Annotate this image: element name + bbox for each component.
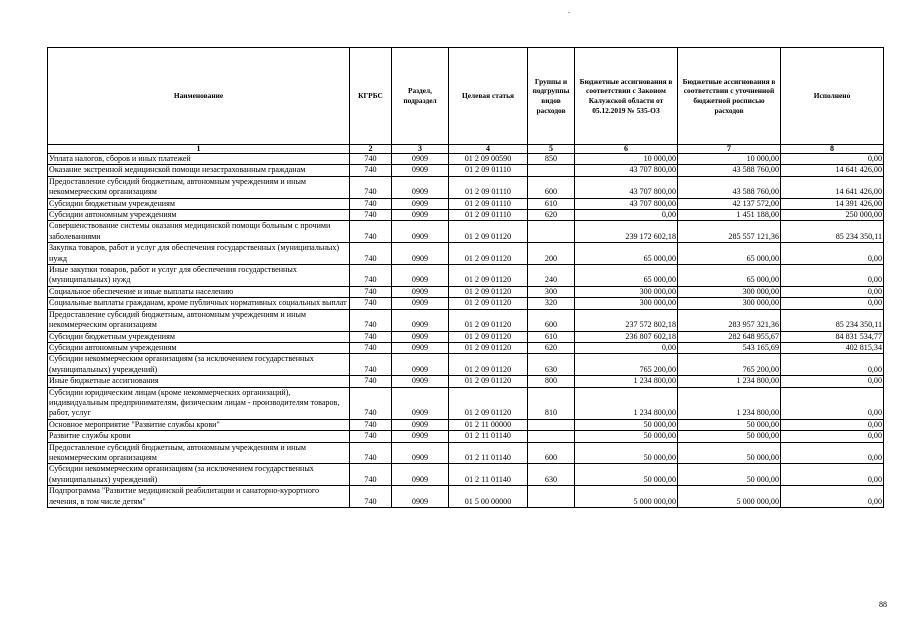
row-section: 0909 [392, 354, 449, 376]
table-row [48, 419, 884, 430]
row-target-article: 01 2 09 01110 [449, 165, 528, 176]
table-row [48, 154, 884, 165]
row-expense-group [528, 221, 575, 243]
table-row [48, 376, 884, 387]
row-section: 0909 [392, 221, 449, 243]
row-refined-amount: 43 588 760,00 [678, 176, 781, 198]
row-kgrbs: 740 [350, 486, 392, 508]
row-expense-group: 810 [528, 387, 575, 419]
row-section: 0909 [392, 342, 449, 353]
row-refined-amount: 50 000,00 [678, 442, 781, 464]
row-refined-amount: 50 000,00 [678, 464, 781, 486]
row-expense-group: 620 [528, 210, 575, 221]
table-row [48, 221, 884, 243]
row-section: 0909 [392, 376, 449, 387]
header-law: Бюджетные ассигнования в соответствии с Законом Калужской области от 05.12.2019 № 535-ОЗ [575, 48, 678, 145]
row-expense-group: 240 [528, 265, 575, 287]
row-name: Предоставление субсидий бюджетным, автономным учреждениям и иным некоммерческим организациям [48, 309, 350, 331]
table-row [48, 431, 884, 442]
row-executed-amount: 85 234 350,11 [781, 221, 884, 243]
row-refined-amount: 5 000 000,00 [678, 486, 781, 508]
row-kgrbs: 740 [350, 243, 392, 265]
row-kgrbs: 740 [350, 387, 392, 419]
row-target-article: 01 2 09 01120 [449, 342, 528, 353]
row-executed-amount: 0,00 [781, 419, 884, 430]
table-row [48, 486, 884, 508]
row-law-amount: 10 000,00 [575, 154, 678, 165]
table-row [48, 210, 884, 221]
row-refined-amount: 300 000,00 [678, 286, 781, 297]
row-expense-group: 620 [528, 342, 575, 353]
row-expense-group: 850 [528, 154, 575, 165]
row-target-article: 01 2 09 01120 [449, 286, 528, 297]
row-law-amount: 50 000,00 [575, 464, 678, 486]
row-name: Оказание экстренной медицинской помощи незастрахованным гражданам [48, 165, 350, 176]
row-section: 0909 [392, 165, 449, 176]
table-row [48, 286, 884, 297]
row-name: Субсидии бюджетным учреждениям [48, 331, 350, 342]
row-refined-amount: 1 451 188,00 [678, 210, 781, 221]
row-target-article: 01 2 11 01140 [449, 431, 528, 442]
row-executed-amount: 0,00 [781, 464, 884, 486]
table-row [48, 309, 884, 331]
row-executed-amount: 0,00 [781, 354, 884, 376]
row-name: Иные закупки товаров, работ и услуг для обеспечения государственных (муниципальных) нужд [48, 265, 350, 287]
row-refined-amount: 765 200,00 [678, 354, 781, 376]
row-target-article: 01 2 09 01110 [449, 198, 528, 209]
row-law-amount: 65 000,00 [575, 265, 678, 287]
row-refined-amount: 65 000,00 [678, 243, 781, 265]
row-section: 0909 [392, 419, 449, 430]
row-law-amount: 5 000 000,00 [575, 486, 678, 508]
row-kgrbs: 740 [350, 331, 392, 342]
column-number: 3 [392, 145, 449, 154]
row-section: 0909 [392, 154, 449, 165]
row-name: Развитие службы крови [48, 431, 350, 442]
row-name: Совершенствование системы оказания медицинской помощи больным с прочими заболеваниями [48, 221, 350, 243]
budget-table [47, 47, 884, 508]
row-executed-amount: 0,00 [781, 486, 884, 508]
row-name: Субсидии автономным учреждениям [48, 210, 350, 221]
row-name: Предоставление субсидий бюджетным, автономным учреждениям и иным некоммерческим организациям [48, 176, 350, 198]
row-refined-amount: 42 137 572,00 [678, 198, 781, 209]
row-expense-group: 610 [528, 331, 575, 342]
row-refined-amount: 282 648 955,67 [678, 331, 781, 342]
row-kgrbs: 740 [350, 286, 392, 297]
table-row [48, 165, 884, 176]
column-number-row [48, 145, 884, 154]
row-executed-amount: 85 234 350,11 [781, 309, 884, 331]
row-law-amount: 237 572 802,18 [575, 309, 678, 331]
row-name: Уплата налогов, сборов и иных платежей [48, 154, 350, 165]
row-kgrbs: 740 [350, 419, 392, 430]
row-section: 0909 [392, 265, 449, 287]
row-law-amount: 765 200,00 [575, 354, 678, 376]
row-executed-amount: 0,00 [781, 376, 884, 387]
row-law-amount: 300 000,00 [575, 286, 678, 297]
column-number: 4 [449, 145, 528, 154]
row-law-amount: 0,00 [575, 342, 678, 353]
row-section: 0909 [392, 331, 449, 342]
row-name: Субсидии некоммерческим организациям (за исключением государственных (муниципальных) учреждений) [48, 464, 350, 486]
table-row [48, 176, 884, 198]
row-section: 0909 [392, 309, 449, 331]
header-group: Группы и подгруппы видов расходов [528, 48, 575, 145]
row-expense-group: 630 [528, 354, 575, 376]
row-executed-amount: 0,00 [781, 286, 884, 297]
row-refined-amount: 543 165,69 [678, 342, 781, 353]
column-number: 8 [781, 145, 884, 154]
row-kgrbs: 740 [350, 376, 392, 387]
row-section: 0909 [392, 431, 449, 442]
row-executed-amount: 0,00 [781, 387, 884, 419]
row-expense-group: 320 [528, 298, 575, 309]
row-kgrbs: 740 [350, 154, 392, 165]
header-section: Раздел, подраздел [392, 48, 449, 145]
row-kgrbs: 740 [350, 442, 392, 464]
row-law-amount: 50 000,00 [575, 442, 678, 464]
table-row [48, 298, 884, 309]
table-row [48, 265, 884, 287]
row-kgrbs: 740 [350, 198, 392, 209]
header-executed: Исполнено [781, 48, 884, 145]
row-refined-amount: 50 000,00 [678, 431, 781, 442]
row-name: Иные бюджетные ассигнования [48, 376, 350, 387]
row-target-article: 01 2 09 01120 [449, 376, 528, 387]
row-refined-amount: 285 557 121,36 [678, 221, 781, 243]
row-law-amount: 1 234 800,00 [575, 376, 678, 387]
row-target-article: 01 2 11 00000 [449, 419, 528, 430]
row-expense-group: 200 [528, 243, 575, 265]
row-law-amount: 1 234 800,00 [575, 387, 678, 419]
row-refined-amount: 65 000,00 [678, 265, 781, 287]
row-executed-amount: 14 641 426,00 [781, 165, 884, 176]
row-expense-group: 600 [528, 309, 575, 331]
row-target-article: 01 2 09 01120 [449, 265, 528, 287]
row-section: 0909 [392, 387, 449, 419]
header-kgrbs: КГРБС [350, 48, 392, 145]
row-refined-amount: 10 000,00 [678, 154, 781, 165]
table-row [48, 354, 884, 376]
row-kgrbs: 740 [350, 431, 392, 442]
row-target-article: 01 2 09 01120 [449, 354, 528, 376]
page-mark: - [568, 8, 571, 16]
row-section: 0909 [392, 486, 449, 508]
row-executed-amount: 0,00 [781, 154, 884, 165]
row-target-article: 01 2 09 01110 [449, 210, 528, 221]
table-body [48, 154, 884, 508]
row-kgrbs: 740 [350, 165, 392, 176]
row-target-article: 01 2 09 00590 [449, 154, 528, 165]
row-refined-amount: 1 234 800,00 [678, 376, 781, 387]
row-executed-amount: 0,00 [781, 265, 884, 287]
row-refined-amount: 283 957 321,36 [678, 309, 781, 331]
row-refined-amount: 300 000,00 [678, 298, 781, 309]
row-law-amount: 65 000,00 [575, 243, 678, 265]
row-name: Социальные выплаты гражданам, кроме публичных нормативных социальных выплат [48, 298, 350, 309]
row-kgrbs: 740 [350, 221, 392, 243]
row-expense-group [528, 486, 575, 508]
row-expense-group: 630 [528, 464, 575, 486]
row-executed-amount: 250 000,00 [781, 210, 884, 221]
table-row [48, 464, 884, 486]
row-executed-amount: 84 831 534,77 [781, 331, 884, 342]
row-section: 0909 [392, 286, 449, 297]
row-executed-amount: 402 815,34 [781, 342, 884, 353]
row-section: 0909 [392, 176, 449, 198]
row-section: 0909 [392, 298, 449, 309]
row-law-amount: 0,00 [575, 210, 678, 221]
row-expense-group [528, 431, 575, 442]
column-number: 7 [678, 145, 781, 154]
row-name: Субсидии автономным учреждениям [48, 342, 350, 353]
column-number: 6 [575, 145, 678, 154]
row-refined-amount: 1 234 800,00 [678, 387, 781, 419]
row-law-amount: 50 000,00 [575, 431, 678, 442]
row-kgrbs: 740 [350, 464, 392, 486]
row-law-amount: 43 707 800,00 [575, 176, 678, 198]
row-executed-amount: 0,00 [781, 442, 884, 464]
column-number: 1 [48, 145, 350, 154]
row-kgrbs: 740 [350, 309, 392, 331]
row-expense-group [528, 165, 575, 176]
row-section: 0909 [392, 210, 449, 221]
row-law-amount: 300 000,00 [575, 298, 678, 309]
table-row [48, 331, 884, 342]
header-name: Наименование [48, 48, 350, 145]
row-kgrbs: 740 [350, 342, 392, 353]
table-header-row [48, 48, 884, 145]
row-law-amount: 239 172 602,18 [575, 221, 678, 243]
row-target-article: 01 2 09 01110 [449, 176, 528, 198]
row-refined-amount: 50 000,00 [678, 419, 781, 430]
row-kgrbs: 740 [350, 265, 392, 287]
row-law-amount: 236 807 602,18 [575, 331, 678, 342]
table-row [48, 342, 884, 353]
row-target-article: 01 5 00 00000 [449, 486, 528, 508]
row-name: Закупка товаров, работ и услуг для обеспечения государственных (муниципальных) нужд [48, 243, 350, 265]
row-target-article: 01 2 09 01120 [449, 221, 528, 243]
table-row [48, 198, 884, 209]
row-expense-group: 800 [528, 376, 575, 387]
row-law-amount: 50 000,00 [575, 419, 678, 430]
row-refined-amount: 43 588 760,00 [678, 165, 781, 176]
row-expense-group: 300 [528, 286, 575, 297]
row-law-amount: 43 707 800,00 [575, 165, 678, 176]
row-name: Субсидии юридическим лицам (кроме некоммерческих организаций), индивидуальным предпринимателям, физическим лицам - производителям товаров, работ, услуг [48, 387, 350, 419]
row-name: Подпрограмма "Развитие медицинской реабилитации и санаторно-курортного лечения, в том числе детям" [48, 486, 350, 508]
page-number: 88 [879, 600, 887, 609]
row-executed-amount: 0,00 [781, 243, 884, 265]
row-target-article: 01 2 11 01140 [449, 442, 528, 464]
row-expense-group: 600 [528, 176, 575, 198]
table-row [48, 243, 884, 265]
row-executed-amount: 14 641 426,00 [781, 176, 884, 198]
row-name: Предоставление субсидий бюджетным, автономным учреждениям и иным некоммерческим организациям [48, 442, 350, 464]
row-target-article: 01 2 11 01140 [449, 464, 528, 486]
row-law-amount: 43 707 800,00 [575, 198, 678, 209]
row-expense-group: 610 [528, 198, 575, 209]
row-kgrbs: 740 [350, 298, 392, 309]
row-target-article: 01 2 09 01120 [449, 298, 528, 309]
row-section: 0909 [392, 198, 449, 209]
table-row [48, 442, 884, 464]
row-name: Субсидии некоммерческим организациям (за исключением государственных (муниципальных) учреждений) [48, 354, 350, 376]
row-target-article: 01 2 09 01120 [449, 309, 528, 331]
row-name: Социальное обеспечение и иные выплаты населению [48, 286, 350, 297]
row-name: Субсидии бюджетным учреждениям [48, 198, 350, 209]
row-kgrbs: 740 [350, 354, 392, 376]
table-row [48, 387, 884, 419]
row-kgrbs: 740 [350, 210, 392, 221]
row-section: 0909 [392, 442, 449, 464]
column-number: 5 [528, 145, 575, 154]
row-executed-amount: 14 391 426,00 [781, 198, 884, 209]
row-expense-group [528, 419, 575, 430]
row-executed-amount: 0,00 [781, 431, 884, 442]
row-section: 0909 [392, 243, 449, 265]
row-kgrbs: 740 [350, 176, 392, 198]
header-refined: Бюджетные ассигнования в соответствии с уточненной бюджетной росписью расходов [678, 48, 781, 145]
row-executed-amount: 0,00 [781, 298, 884, 309]
row-expense-group: 600 [528, 442, 575, 464]
row-target-article: 01 2 09 01120 [449, 243, 528, 265]
row-name: Основное мероприятие "Развитие службы крови" [48, 419, 350, 430]
row-target-article: 01 2 09 01120 [449, 331, 528, 342]
column-number: 2 [350, 145, 392, 154]
row-target-article: 01 2 09 01120 [449, 387, 528, 419]
header-target: Целевая статья [449, 48, 528, 145]
row-section: 0909 [392, 464, 449, 486]
